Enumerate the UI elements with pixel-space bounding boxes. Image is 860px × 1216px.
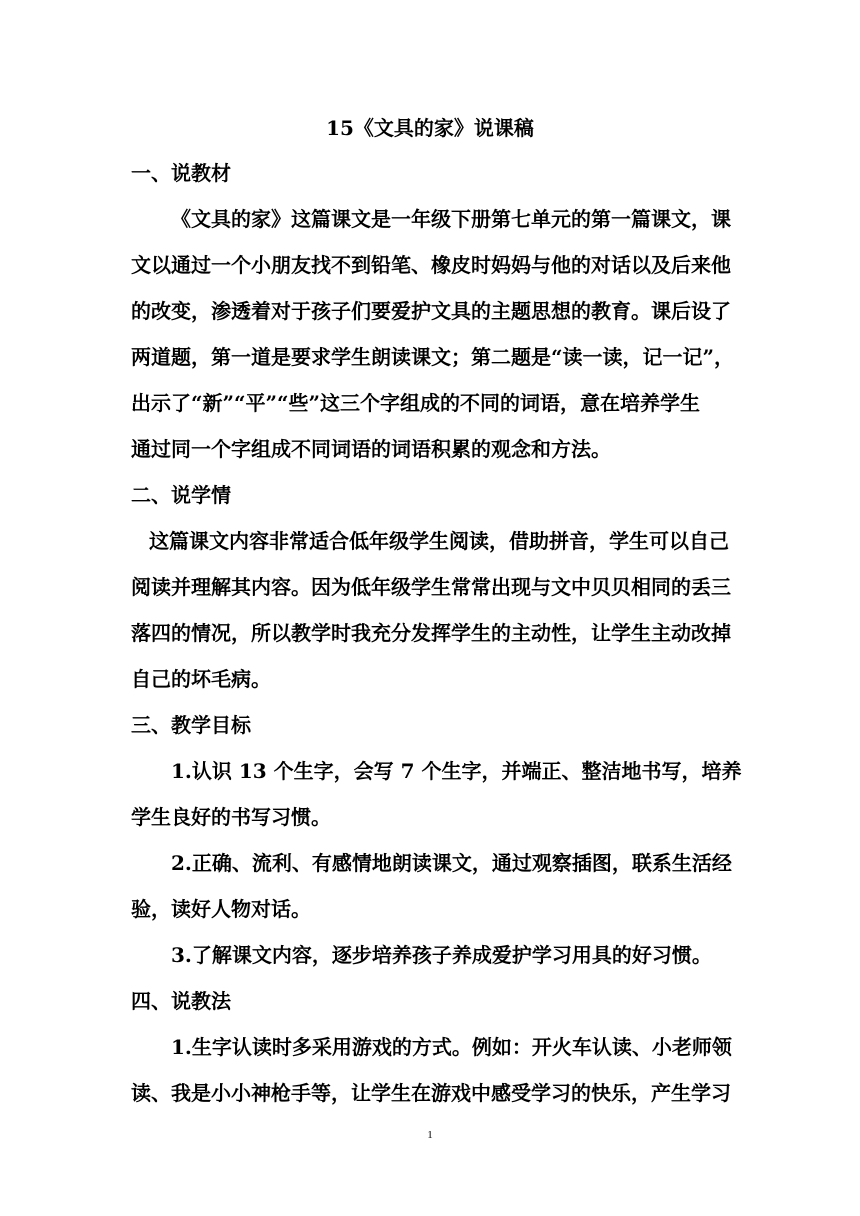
section-heading-methods: 四、说教法	[131, 989, 231, 1013]
paragraph-line: 的改变，渗透着对于孩子们要爱护文具的主题思想的教育。课后设了	[131, 299, 731, 323]
paragraph-line: 阅读并理解其内容。因为低年级学生常常出现与文中贝贝相同的丢三	[131, 575, 731, 599]
document-title: 15《文具的家》说课稿	[326, 116, 534, 140]
section-heading-textbook: 一、说教材	[131, 161, 231, 185]
method-line: 1.生字认读时多采用游戏的方式。例如：开火车认读、小老师领	[171, 1035, 732, 1059]
goal-line: 学生良好的书写习惯。	[131, 805, 331, 829]
paragraph-line: 两道题，第一道是要求学生朗读课文；第二题是“读一读，记一记”，	[131, 345, 735, 369]
paragraph-line: 这篇课文内容非常适合低年级学生阅读，借助拼音，学生可以自己	[149, 529, 729, 553]
section-heading-students: 二、说学情	[131, 483, 231, 507]
goal-line: 验，读好人物对话。	[131, 897, 311, 921]
document-body	[131, 150, 742, 1116]
goal-line: 3.了解课文内容，逐步培养孩子养成爱护学习用具的好习惯。	[171, 943, 712, 967]
paragraph-line: 通过同一个字组成不同词语的词语积累的观念和方法。	[131, 437, 611, 461]
page-number: 1	[427, 1129, 433, 1141]
paragraph-line: 《文具的家》这篇课文是一年级下册第七单元的第一篇课文，课	[171, 207, 731, 231]
goal-line: 2.正确、流利、有感情地朗读课文，通过观察插图，联系生活经	[171, 851, 732, 875]
paragraph-line: 落四的情况，所以教学时我充分发挥学生的主动性，让学生主动改掉	[131, 621, 731, 645]
section-heading-goals: 三、教学目标	[131, 713, 251, 737]
paragraph-line: 文以通过一个小朋友找不到铅笔、橡皮时妈妈与他的对话以及后来他	[131, 253, 731, 277]
method-line: 读、我是小小神枪手等，让学生在游戏中感受学习的快乐，产生学习	[131, 1081, 731, 1105]
goal-line: 1.认识 13 个生字，会写 7 个生字，并端正、整洁地书写，培养	[171, 759, 742, 783]
paragraph-line: 自己的坏毛病。	[131, 667, 271, 691]
paragraph-line: 出示了“新”“平”“些”这三个字组成的不同的词语，意在培养学生	[131, 391, 701, 415]
